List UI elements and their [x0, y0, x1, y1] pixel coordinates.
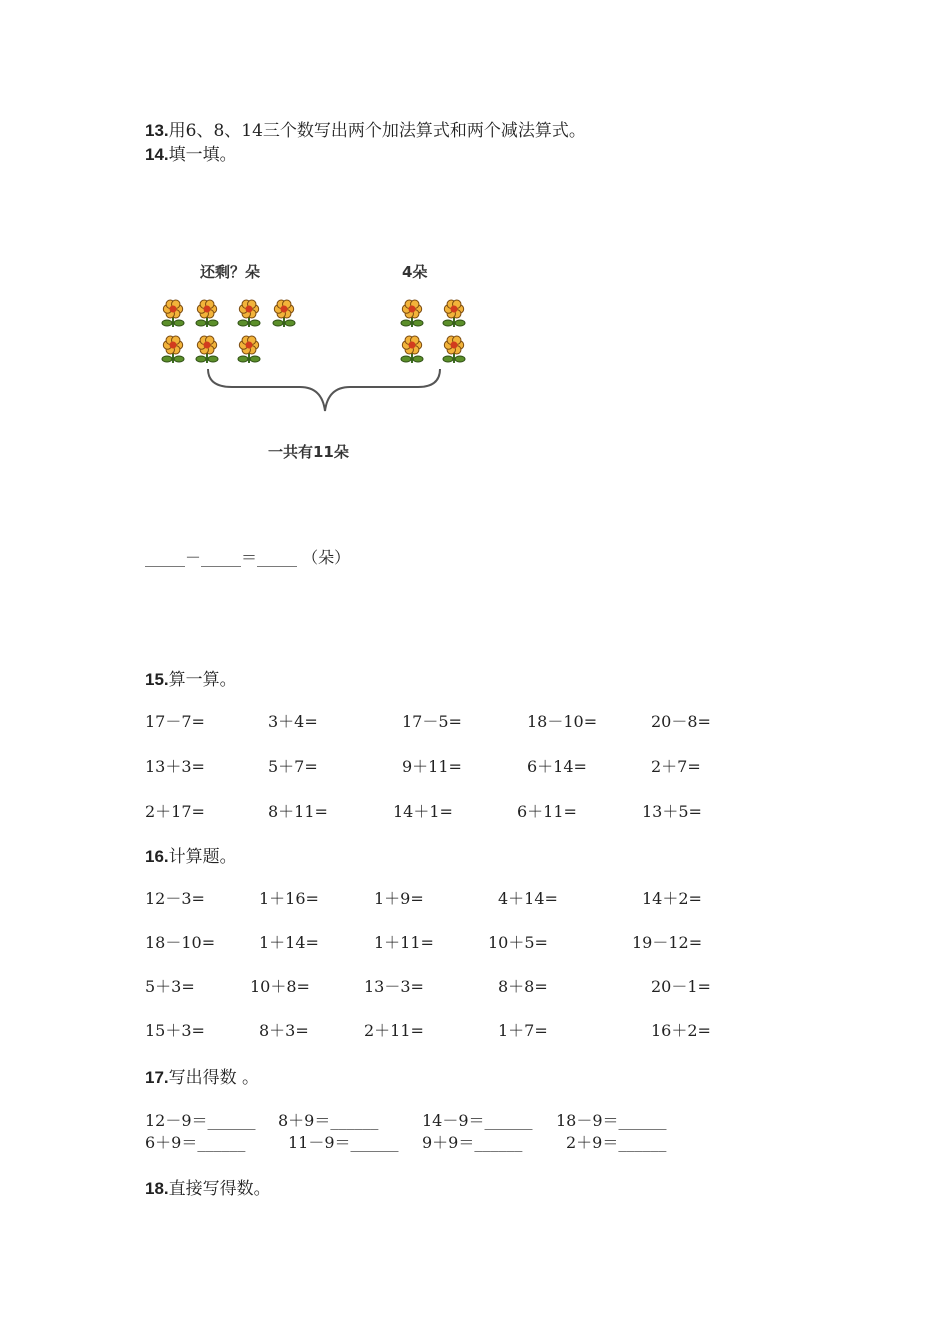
question-number: 14. [145, 145, 169, 164]
exercise-item[interactable]: 8＋11= [268, 802, 328, 821]
question-number: 15. [145, 670, 169, 689]
exercise-item[interactable]: 5＋7= [268, 757, 318, 776]
exercise-item[interactable]: 13－3= [364, 977, 424, 996]
exercise-item[interactable]: 13＋5= [642, 802, 702, 821]
flower-icon [273, 300, 295, 327]
flower-icon [401, 300, 423, 327]
question-number: 16. [145, 847, 169, 866]
exercise-item[interactable]: 3＋4= [268, 712, 318, 731]
exercise-item[interactable]: 12－3= [145, 889, 205, 908]
remaining-label: 还剩？朵 [200, 263, 261, 281]
question-text: 填一填。 [168, 145, 237, 165]
question-text: 直接写得数。 [168, 1179, 271, 1199]
exercise-item[interactable]: 5＋3= [145, 977, 195, 996]
exercise-item[interactable]: 4＋14= [498, 889, 558, 908]
exercise-item[interactable]: 12－9＝______ [145, 1111, 256, 1130]
exercise-item[interactable]: 18－10= [527, 712, 598, 731]
exercise-item[interactable]: 16＋2= [651, 1021, 711, 1040]
exercise-item[interactable]: 1＋16= [259, 889, 319, 908]
flower-icon [238, 336, 260, 363]
exercise-item[interactable]: 1＋11= [374, 933, 434, 952]
flower-figure [150, 255, 480, 470]
question-number: 13. [145, 121, 169, 140]
flower-icon [196, 336, 218, 363]
exercise-item[interactable]: 14＋1= [393, 802, 453, 821]
exercise-item[interactable]: 2＋11= [364, 1021, 424, 1040]
exercise-item[interactable]: 9＋11= [402, 757, 462, 776]
question-15 [145, 665, 237, 690]
question-17 [145, 1063, 259, 1088]
exercise-item[interactable]: 11－9＝______ [288, 1133, 399, 1152]
question-text: 算一算。 [168, 670, 237, 690]
exercise-item[interactable]: 10＋8= [250, 977, 310, 996]
exercise-item[interactable]: 1＋9= [374, 889, 424, 908]
question-14 [145, 140, 237, 165]
brace [208, 369, 440, 411]
exercise-item[interactable]: 17－7= [145, 712, 205, 731]
exercise-item[interactable]: 9＋9＝______ [422, 1133, 523, 1152]
exercise-item[interactable]: 19－12= [632, 933, 703, 952]
flower-icon [162, 300, 184, 327]
exercise-item[interactable]: 2＋7= [651, 757, 701, 776]
exercise-item[interactable]: 2＋9＝______ [566, 1133, 667, 1152]
flower-icon [443, 336, 465, 363]
total-label: 一共有11朵 [268, 443, 349, 461]
exercise-item[interactable]: 8＋3= [259, 1021, 309, 1040]
exercise-item[interactable]: 18－10= [145, 933, 216, 952]
exercise-item[interactable]: 6＋11= [517, 802, 577, 821]
exercise-item[interactable]: 10＋5= [488, 933, 548, 952]
flower-icon [401, 336, 423, 363]
question-text: 写出得数 。 [168, 1068, 260, 1088]
exercise-item[interactable]: 1＋7= [498, 1021, 548, 1040]
exercise-item[interactable]: 14－9＝______ [422, 1111, 533, 1130]
flower-icon [238, 300, 260, 327]
exercise-item[interactable]: 17－5= [402, 712, 462, 731]
question-13 [145, 116, 586, 141]
question-text: 计算题。 [168, 847, 237, 867]
question-18 [145, 1174, 271, 1199]
flower-icon [162, 336, 184, 363]
question-text: 用6、8、14三个数写出两个加法算式和两个减法算式。 [168, 121, 586, 141]
exercise-item[interactable]: 8＋9＝______ [278, 1111, 379, 1130]
flower-icon [196, 300, 218, 327]
flower-group [150, 291, 480, 461]
question-16 [145, 842, 237, 867]
question-number: 18. [145, 1179, 169, 1198]
exercise-item[interactable]: 18－9＝______ [556, 1111, 667, 1130]
question-number: 17. [145, 1068, 169, 1087]
exercise-item[interactable]: 20－1= [651, 977, 711, 996]
exercise-item[interactable]: 15＋3= [145, 1021, 205, 1040]
flower-icon [443, 300, 465, 327]
exercise-item[interactable]: 6＋9＝______ [145, 1133, 246, 1152]
exercise-item[interactable]: 20－8= [651, 712, 711, 731]
exercise-item[interactable]: 14＋2= [642, 889, 702, 908]
fill-in-line[interactable]: _____－_____＝_____ （朵） [145, 548, 351, 567]
exercise-item[interactable]: 13＋3= [145, 757, 205, 776]
exercise-item[interactable]: 2＋17= [145, 802, 205, 821]
exercise-item[interactable]: 8＋8= [498, 977, 548, 996]
exercise-item[interactable]: 1＋14= [259, 933, 319, 952]
exercise-item[interactable]: 6＋14= [527, 757, 587, 776]
right-count-label: 4朵 [402, 263, 428, 281]
